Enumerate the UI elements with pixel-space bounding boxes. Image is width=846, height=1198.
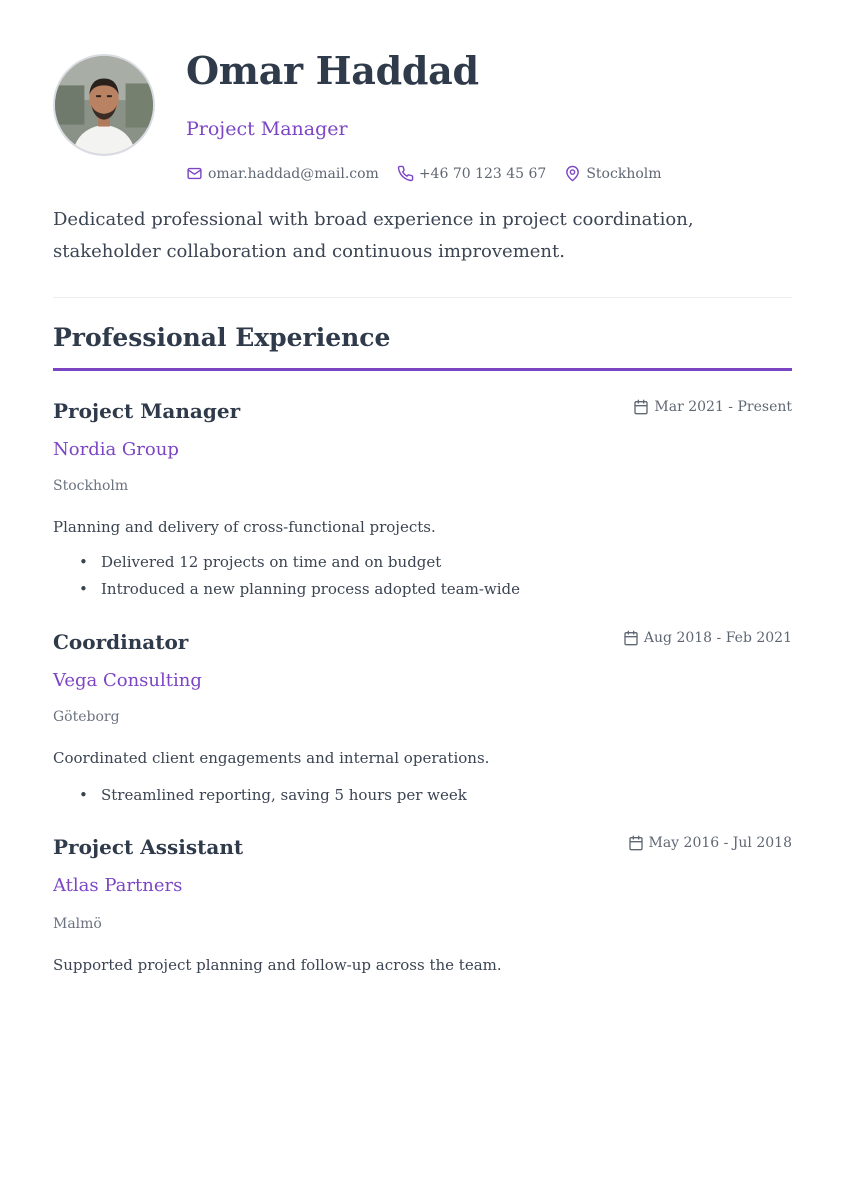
job-dates — [633, 399, 792, 415]
job-location: Malmö — [53, 916, 102, 932]
job-location: Göteborg — [53, 709, 120, 725]
job-bullet: • Introduced a new planning process adopted team-wide — [53, 576, 520, 603]
header-divider — [53, 297, 792, 298]
candidate-name: Omar Haddad — [186, 48, 479, 93]
job-description: Coordinated client engagements and internal operations. — [53, 749, 490, 767]
contact-phone[interactable] — [397, 165, 547, 182]
job-location: Stockholm — [53, 478, 129, 494]
company-name: Vega Consulting — [53, 670, 202, 691]
job-bullet: • Delivered 12 projects on time and on budget — [53, 549, 520, 576]
email-text: omar.haddad@mail.com — [208, 165, 379, 182]
job-title: Project Assistant — [53, 835, 244, 859]
job-dates — [628, 835, 793, 851]
job-description: Supported project planning and follow-up across the team. — [53, 956, 502, 974]
contact-location — [564, 165, 661, 182]
job-bullets — [53, 782, 467, 809]
job-bullet: • Streamlined reporting, saving 5 hours per week — [53, 782, 467, 809]
calendar-icon — [628, 835, 644, 851]
job-title: Project Manager — [53, 399, 241, 423]
location-text: Stockholm — [586, 165, 662, 182]
phone-text: +46 70 123 45 67 — [418, 165, 547, 182]
section-underline — [53, 368, 792, 371]
profile-summary: Dedicated professional with broad experience in project coordination, stakeholder collaboration and continuous improvement. — [53, 209, 694, 262]
job-description: Planning and delivery of cross-functional projects. — [53, 518, 436, 536]
contact-email[interactable] — [186, 165, 379, 182]
mail-icon — [186, 165, 203, 182]
job-dates-text: Aug 2018 - Feb 2021 — [643, 630, 792, 646]
company-name: Atlas Partners — [53, 875, 183, 896]
job-title: Coordinator — [53, 630, 189, 654]
section-title-experience: Professional Experience — [53, 323, 391, 352]
company-name: Nordia Group — [53, 439, 179, 460]
job-dates — [623, 630, 792, 646]
calendar-icon — [623, 630, 639, 646]
phone-icon — [397, 165, 414, 182]
calendar-icon — [633, 399, 649, 415]
job-bullets — [53, 549, 520, 603]
map-pin-icon — [564, 165, 581, 182]
job-dates-text: Mar 2021 - Present — [654, 399, 792, 415]
job-dates-text: May 2016 - Jul 2018 — [648, 835, 792, 851]
profile-photo — [55, 56, 153, 154]
contact-row — [186, 165, 680, 182]
profile-avatar — [53, 54, 155, 156]
candidate-role: Project Manager — [186, 118, 348, 140]
